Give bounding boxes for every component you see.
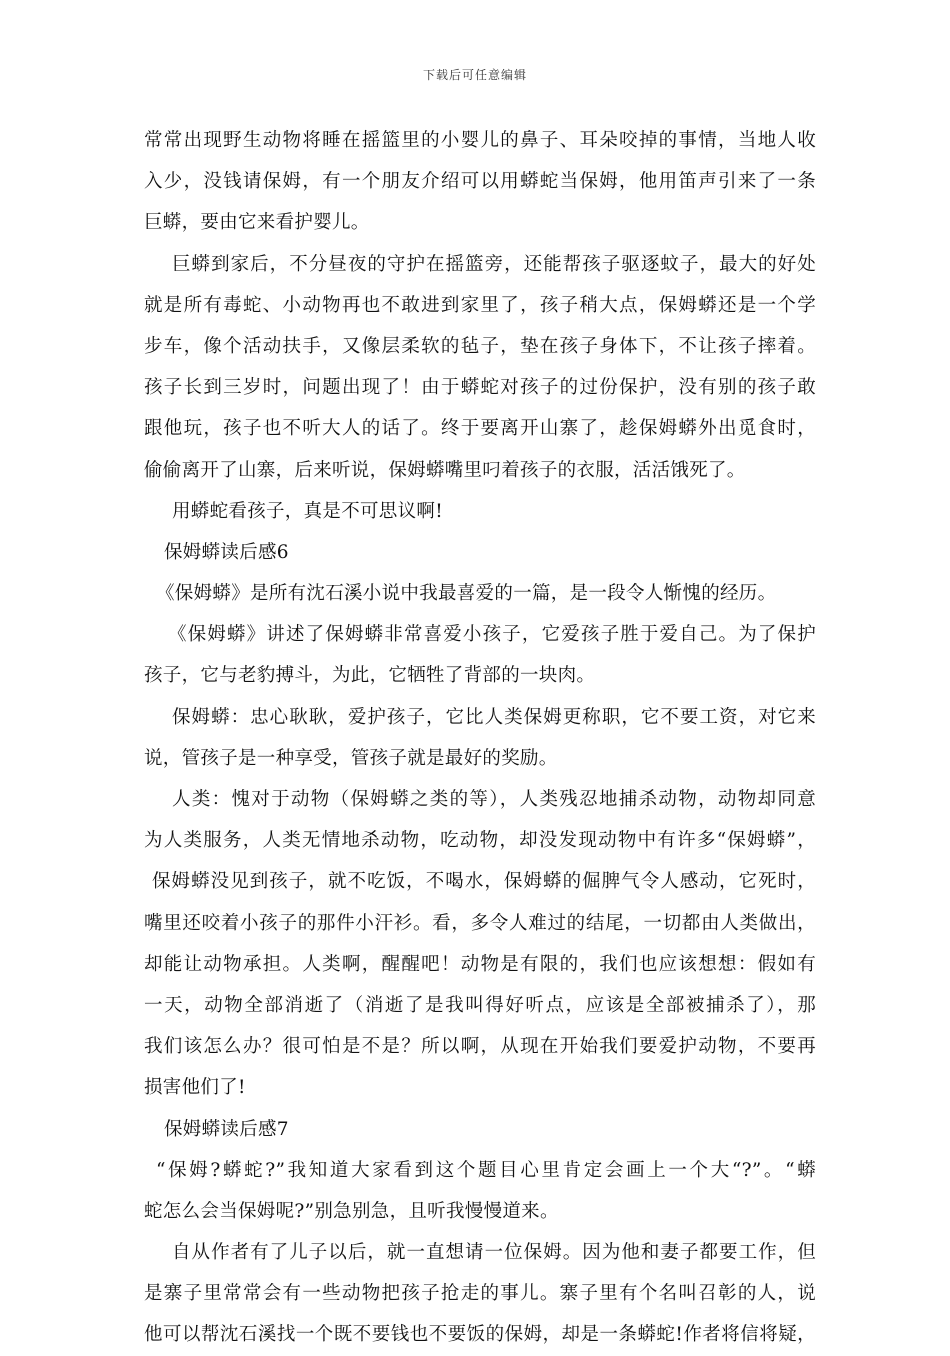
- paragraph-first-line: 巨蟒到家后，不分昼夜的守护在摇篮旁，还能帮孩子驱逐蚊子，最大的好处: [172, 253, 816, 275]
- document-body: [144, 120, 816, 1356]
- text-line: 他可以帮沈石溪找一个既不要钱也不要饭的保姆，却是一条蟒蛇!作者将信将疑，: [144, 1324, 816, 1346]
- text-line: 是寨子里常常会有一些动物把孩子抢走的事儿。寨子里有个名叫召彰的人，说: [144, 1283, 816, 1305]
- paragraph-first-line: “保姆?蟒蛇?”我知道大家看到这个题目心里肯定会画上一个大“?”。“蟒: [156, 1159, 816, 1181]
- text-line: 蛇怎么会当保姆呢?”别急别急，且听我慢慢道来。: [144, 1200, 559, 1222]
- text-line: 嘴里还咬着小孩子的那件小汗衫。看，多令人难过的结尾，一切都由人类做出，: [144, 912, 816, 934]
- text-line: 损害他们了!: [144, 1077, 246, 1099]
- text-line: 入少，没钱请保姆，有一个朋友介绍可以用蟒蛇当保姆，他用笛声引来了一条: [144, 171, 816, 193]
- text-line: 却能让动物承担。人类啊，醒醒吧！动物是有限的，我们也应该想想：假如有: [144, 953, 816, 975]
- text-line: 说，管孩子是一种享受，管孩子就是最好的奖励。: [144, 747, 558, 769]
- text-line: 为人类服务，人类无情地杀动物，吃动物，却没发现动物中有许多“保姆蟒”，: [144, 830, 816, 852]
- text-line: 巨蟒，要由它来看护婴儿。: [144, 212, 370, 234]
- text-line: 就是所有毒蛇、小动物再也不敢进到家里了，孩子稍大点，保姆蟒还是一个学: [144, 294, 816, 316]
- text-line: 孩子，它与老豹搏斗，为此，它牺牲了背部的一块肉。: [144, 665, 596, 687]
- paragraph-first-line: 用蟒蛇看孩子，真是不可思议啊!: [172, 500, 443, 522]
- page-header: 下载后可任意编辑: [422, 68, 527, 82]
- text-line: 孩子长到三岁时，问题出现了！由于蟒蛇对孩子的过份保护，没有别的孩子敢: [144, 377, 816, 399]
- paragraph-first-line: 《保姆蟒》讲述了保姆蟒非常喜爱小孩子，它爱孩子胜于爱自己。为了保护: [168, 624, 816, 646]
- text-line: 常常出现野生动物将睡在摇篮里的小婴儿的鼻子、耳朵咬掉的事情，当地人收: [144, 130, 816, 151]
- text-line: 我们该怎么办？很可怕是不是？所以啊，从现在开始我们要爱护动物，不要再: [144, 1036, 816, 1058]
- paragraph-first-line: 《保姆蟒》是所有沈石溪小说中我最喜爱的一篇，是一段令人惭愧的经历。: [156, 583, 777, 605]
- text-line: 偷偷离开了山寨，后来听说，保姆蟒嘴里叼着孩子的衣服，活活饿死了。: [144, 459, 746, 481]
- text-line: 跟他玩，孩子也不听大人的话了。终于要离开山寨了，趁保姆蟒外出觅食时，: [144, 418, 816, 440]
- text-line: 一天，动物全部消逝了（消逝了是我叫得好听点，应该是全部被捕杀了），那: [144, 994, 816, 1016]
- text-line: 保姆蟒没见到孩子，就不吃饭，不喝水，保姆蟒的倔脾气令人感动，它死时，: [152, 871, 816, 893]
- paragraph-first-line: 自从作者有了儿子以后，就一直想请一位保姆。因为他和妻子都要工作，但: [172, 1242, 816, 1264]
- section-heading: 保姆蟒读后感6: [164, 541, 289, 563]
- text-line: 步车，像个活动扶手，又像层柔软的毡子，垫在孩子身体下，不让孩子摔着。: [144, 335, 816, 357]
- paragraph-first-line: 人类：愧对于动物（保姆蟒之类的等），人类残忍地捕杀动物，动物却同意: [172, 789, 816, 810]
- paragraph-first-line: 保姆蟒：忠心耿耿，爱护孩子，它比人类保姆更称职，它不要工资，对它来: [172, 706, 816, 728]
- section-heading: 保姆蟒读后感7: [164, 1118, 289, 1140]
